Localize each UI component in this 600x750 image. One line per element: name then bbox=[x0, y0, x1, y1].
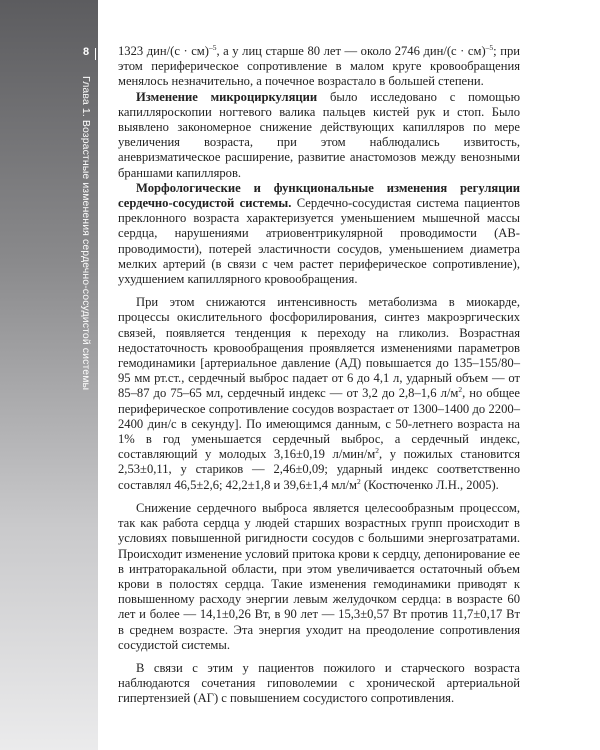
paragraph-cardiac-output: Снижение сердечного выброса является целесообразным процессом, так как работа сердца у людей старших возрастных групп происходит в условиях повышенной ригидности сосудов с большими энергозатратами. Происходит изменение условий притока крови к сердцу, депонирование ее в интраторакальной области, при этом увеличивается остаточный объем крови в полостях сердца. Такие изменения гемодинамики приводят к повышенному расходу энергии левым желудочком сердца: в возрасте 60 лет и более — 14,1±0,26 Вт, в 90 лет — 15,3±0,57 Вт против 11,7±0,17 Вт в среднем возрасте. Эта энергия уходит на преодоление сопротивления сосудистой системы. bbox=[118, 500, 520, 652]
bold-heading: Изменение микроциркуляции bbox=[136, 89, 318, 104]
page-body bbox=[118, 44, 520, 707]
running-head: Глава 1. Возрастные изменения сердечно-сосудистой системы bbox=[80, 76, 92, 391]
page-number-divider bbox=[95, 48, 96, 60]
page-number: 8 bbox=[82, 46, 90, 58]
paragraph-microcirculation: Изменение микроциркуляции было исследовано с помощью капилляроскопии ногтевого валика пальцев кистей рук и стоп. Было выявлено закономерное снижение действующих капилляров по мере увеличения возраста, при этом наблюдались извитость, аневризматическое расширение, развитие анастомозов между венозными браншами капилляров. bbox=[118, 89, 520, 180]
paragraph-1: 1323 дин/(с · см)$^{-5}$, а у лиц старше 80 лет — около 2746 дин/(с · см)$^{-5}$; при этом периферическое сопротивление в малом круге кровообращения менялось незначительно, а почечное возрастало в большей степени. bbox=[118, 42, 520, 89]
paragraph-conclusion: В связи с этим у пациентов пожилого и старческого возраста наблюдаются сочетания гиповолемии с хронической артериальной гипертензией (АГ) с повышением сосудистого сопротивления. bbox=[118, 660, 520, 706]
bold-heading: Морфологические и функциональные изменения регуляции сердечно-сосудистой системы. bbox=[118, 180, 520, 211]
paragraph-regulation: Морфологические и функциональные изменения регуляции сердечно-сосудистой системы. Сердечно-сосудистая система пациентов преклонного возраста характеризуется уменьшением мышечной массы сердца, нарушениями атриовентрикулярной проводимости (АВ-проводимости), потерей эластичности сосудов, уменьшением диаметра мелких артерий (в связи с чем растет периферическое сопротивление), ухудшением капиллярного кровообращения. bbox=[118, 180, 520, 287]
paragraph-hemodynamics: При этом снижаются интенсивность метаболизма в миокарде, процессы окислительного фосфорилирования, синтез макроэргических связей, появляется тенденция к переходу на гликолиз. Возрастная недостаточность кровообращения проявляется изменениями параметров гемодинамики [артериальное давление (АД) повышается до 135–155/80–95 мм рт.ст., сердечный выброс падает от 6 до 4,1 л, ударный объем — от 85–87 до 75–65 мл, сердечный индекс — от 3,2 до 2,8–1,6 $л/м^2$, но общее периферическое сопротивление сосудов возрастает от 1300–1400 до 2200–2400 дин/с в секунду]. По имеющимся данным, с 50-летнего возраста на 1% в год уменьшается сердечный выброс, а сердечный индекс, составляющий у молодых 3,16±0,19 $л/мин/м^2$, у пожилых становится 2,53±0,11, у стариков — 2,46±0,09; ударный индекс соответственно составлял 46,5±2,6; 42,2±1,8 и 39,6±1,4 $мл/м^2$ (Костюченко Л.Н., 2005). bbox=[118, 295, 520, 492]
